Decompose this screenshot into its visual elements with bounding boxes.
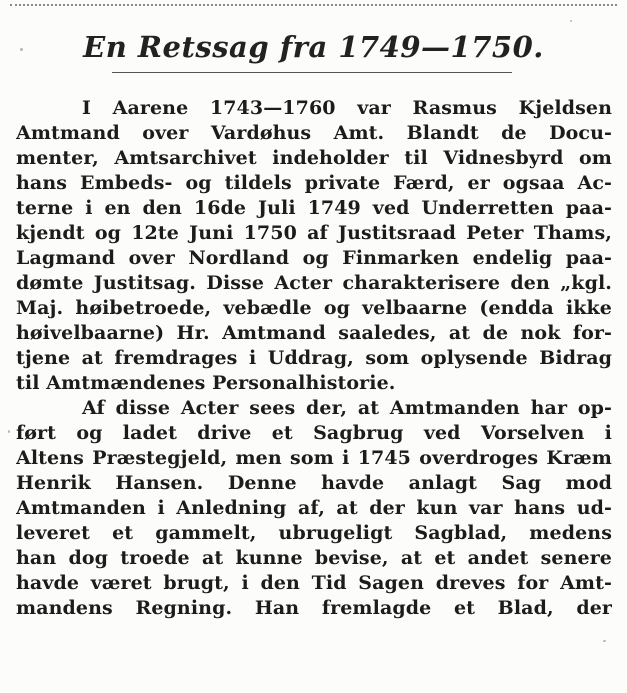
- text-line: kjendt og 12te Juni 1750 af Justitsraad Peter Thams,: [16, 222, 612, 244]
- article-body: [16, 96, 612, 621]
- text-line: havde været brugt, i den Tid Sagen dreves for Amt-: [16, 572, 612, 594]
- text-line: til Amtmændenes Personalhistorie.: [16, 372, 396, 394]
- text-line: terne i en den 16de Juli 1749 ved Underretten paa-: [16, 197, 612, 219]
- text-line: Henrik Hansen. Denne havde anlagt Sag mod: [16, 472, 612, 494]
- text-line: dømte Justitsag. Disse Acter charakterisere den „kgl.: [16, 272, 612, 294]
- text-line: han dog troede at kunne bevise, at et andet senere: [16, 547, 612, 569]
- print-speck: [8, 430, 10, 433]
- text-line: hans Embeds- og tildels private Færd, er ogsaa Ac-: [16, 172, 612, 194]
- text-line: ført og ladet drive et Sagbrug ved Vorselven i: [16, 422, 612, 444]
- text-line: leveret et gammelt, ubrugeligt Sagblad, medens: [16, 522, 612, 544]
- text-line: mandens Regning. Han fremlagde et Blad, der: [16, 597, 612, 619]
- print-speck: [603, 640, 606, 642]
- text-line: Af disse Acter sees der, at Amtmanden har op-: [82, 397, 612, 419]
- text-line: menter, Amtsarchivet indeholder til Vidnesbyrd om: [16, 147, 612, 169]
- text-line: Amtmand over Vardøhus Amt. Blandt de Docu-: [16, 122, 612, 144]
- title-underline: [112, 72, 512, 73]
- text-line: Lagmand over Nordland og Finmarken endelig paa-: [16, 247, 612, 269]
- text-line: tjene at fremdrages i Uddrag, som oplysende Bidrag: [16, 347, 612, 369]
- article-title: En Retssag fra 1749—1750.: [83, 30, 544, 64]
- text-line: Amtmanden i Anledning af, at der kun var hans ud-: [16, 497, 612, 519]
- text-line: I Aarene 1743—1760 var Rasmus Kjeldsen: [82, 97, 612, 119]
- text-line: Altens Præstegjeld, men som i 1745 overdroges Kræm: [16, 447, 612, 469]
- top-border-rule: [10, 4, 617, 6]
- text-line: høivelbaarne) Hr. Amtmand saaledes, at de nok for-: [16, 322, 612, 344]
- print-speck: [20, 48, 23, 51]
- text-line: Maj. høibetroede, vebædle og velbaarne (endda ikke: [16, 297, 612, 319]
- print-speck: [570, 20, 572, 22]
